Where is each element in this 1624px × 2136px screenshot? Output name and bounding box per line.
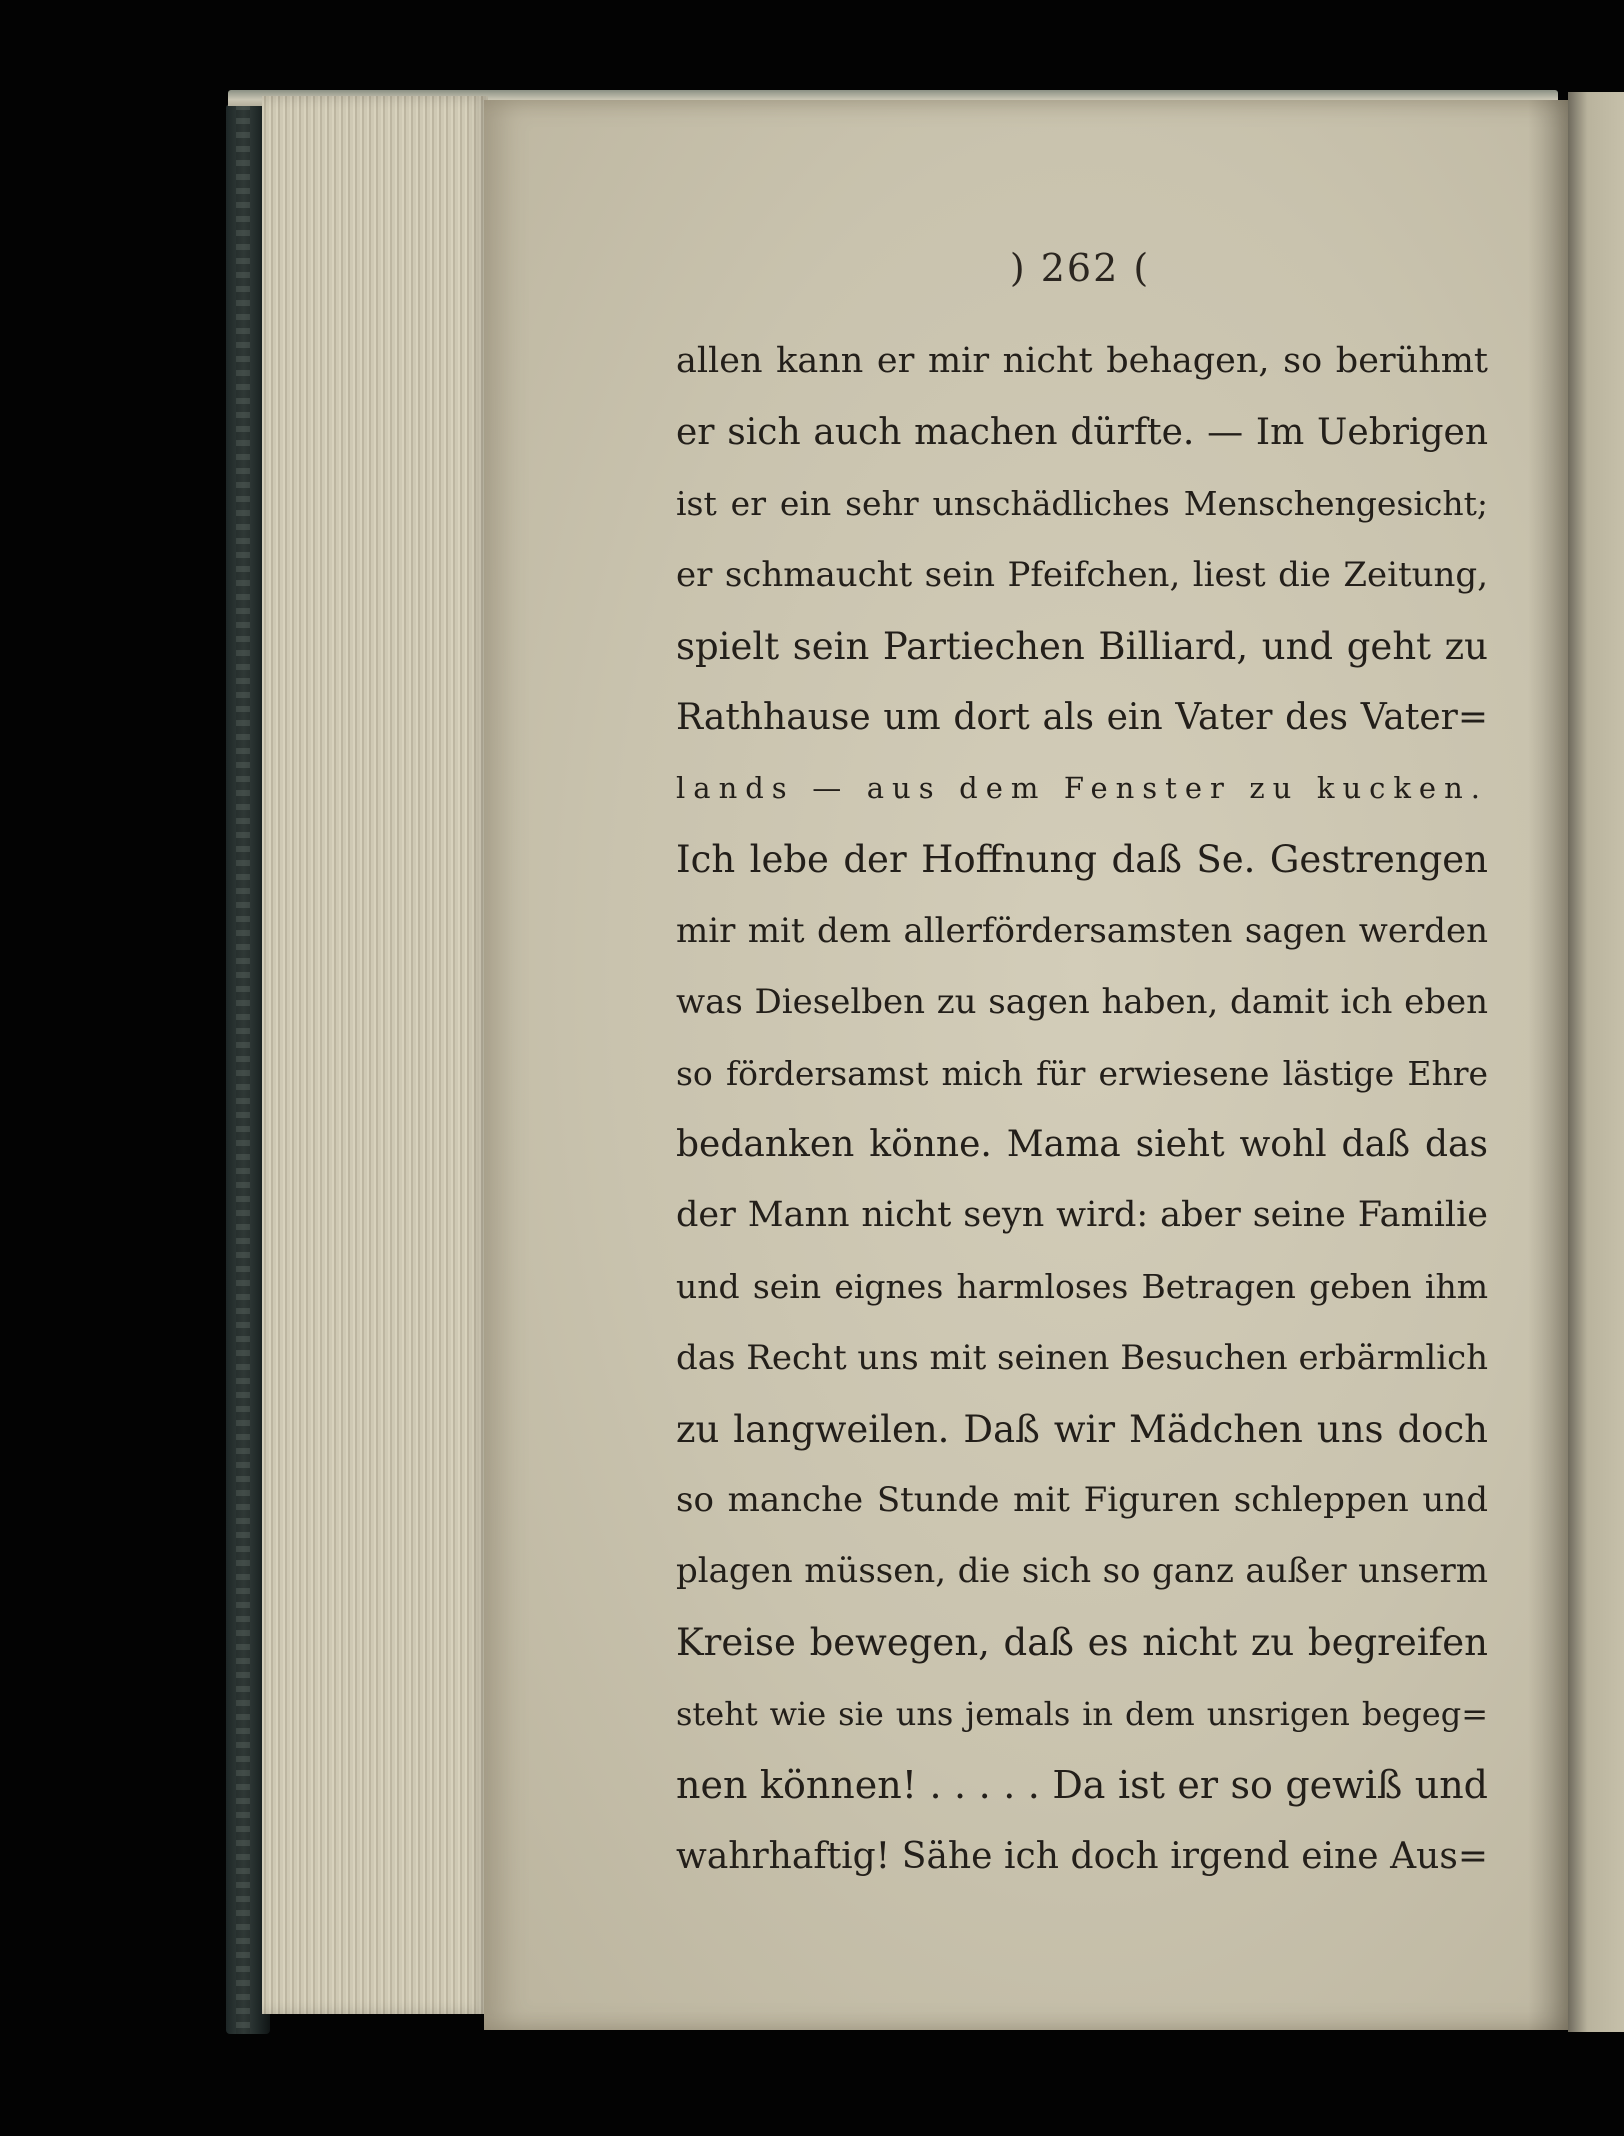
text-line: allen kann er mir nicht behagen, so berühmt	[676, 341, 1488, 381]
text-line: er sich auch machen dürfte. — Im Uebrigen	[676, 412, 1488, 454]
text-line: mir mit dem allerfördersamsten sagen werden	[676, 910, 1488, 951]
text-line: steht wie sie uns jemals in dem unsrigen begeg=	[676, 1694, 1488, 1733]
text-line: plagen müssen, die sich so ganz außer unserm	[676, 1551, 1488, 1592]
text-line: was Dieselben zu sagen haben, damit ich eben	[676, 981, 1488, 1022]
text-line: Rathhause um dort als ein Vater des Vater=	[676, 696, 1488, 738]
body-text	[676, 326, 1488, 1892]
text-line: Ich lebe der Hoffnung daß Se. Gestrengen	[676, 838, 1488, 882]
text-line: ist er ein sehr unschädliches Menschengesicht;	[676, 484, 1488, 524]
cover-texture	[236, 104, 250, 2034]
text-line: lands — aus dem Fenster zu kucken.	[676, 771, 1488, 806]
page-number: ) 262 (	[1009, 246, 1151, 290]
page-block-edges	[262, 96, 488, 2014]
text-line: er schmaucht sein Pfeifchen, liest die Zeitung,	[676, 554, 1488, 595]
text-line: das Recht uns mit seinen Besuchen erbärmlich	[676, 1337, 1488, 1378]
text-line: so fördersamst mich für erwiesene lästige Ehre	[676, 1053, 1488, 1093]
text-line: spielt sein Partiechen Billiard, und geht zu	[676, 624, 1488, 668]
text-line: und sein eignes harmloses Betragen geben ihm	[676, 1267, 1488, 1307]
text-line: zu langweilen. Daß wir Mädchen uns doch	[676, 1407, 1488, 1451]
text-line: wahrhaftig! Sähe ich doch irgend eine Aus=	[676, 1835, 1488, 1877]
text-line: bedanken könne. Mama sieht wohl daß das	[676, 1124, 1488, 1166]
text-line: der Mann nicht seyn wird: aber seine Familie	[676, 1195, 1488, 1236]
text-line: Kreise bewegen, daß es nicht zu begreifen	[676, 1621, 1488, 1665]
facing-page-sliver	[1568, 92, 1624, 2032]
text-line: so manche Stunde mit Figuren schleppen und	[676, 1480, 1488, 1520]
text-line: nen können! . . . . . Da ist er so gewiß und	[676, 1762, 1488, 1807]
